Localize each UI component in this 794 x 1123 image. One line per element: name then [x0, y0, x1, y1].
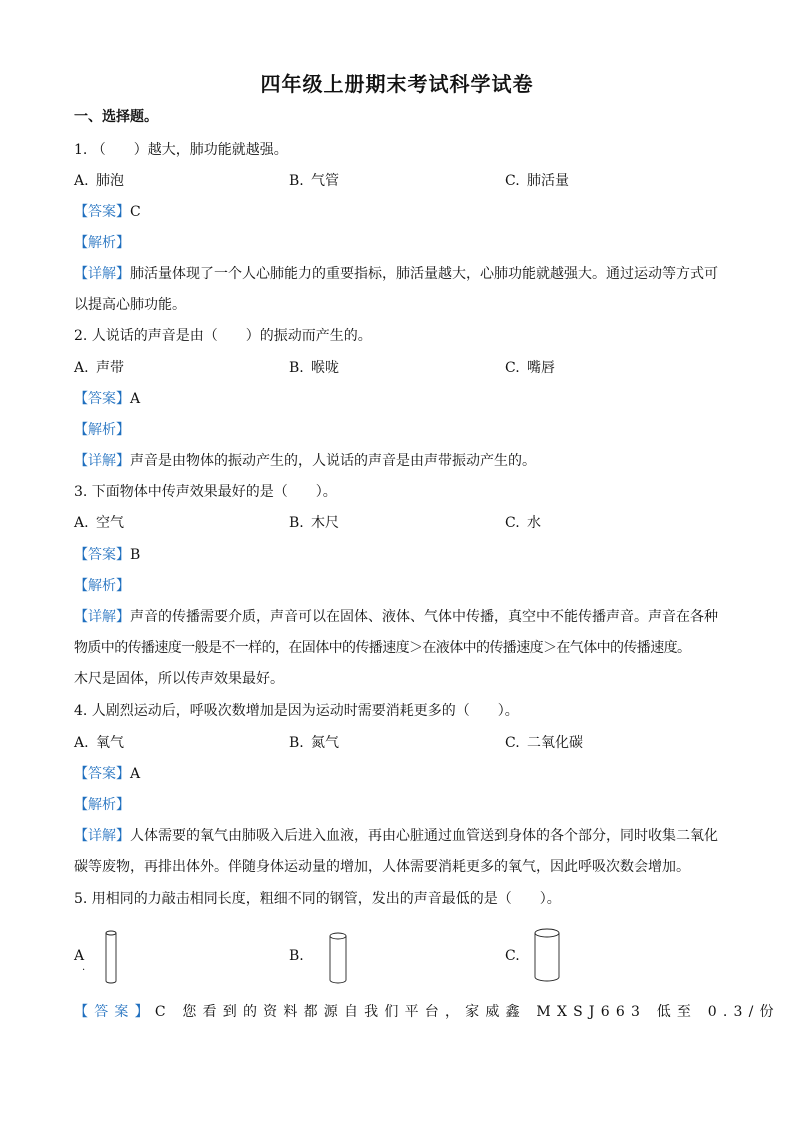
- option-text: 嘴唇: [527, 360, 555, 376]
- q3-detail-line-3: 木尺是固体，所以传声效果最好。: [74, 671, 284, 687]
- option-text: 气管: [311, 173, 339, 189]
- q4-detail-line-2: 碳等废物，再排出体外。伴随身体运动量的增加，人体需要消耗更多的氧气，因此呼吸次数会增加。: [74, 859, 690, 875]
- option-letter: C.: [505, 735, 520, 751]
- answer-tag: 【答案】: [74, 547, 130, 563]
- detail-tag: 【详解】: [74, 266, 130, 282]
- option-letter: A.: [74, 735, 89, 751]
- option-letter: A.: [74, 360, 89, 376]
- q2-option-c: [505, 358, 555, 378]
- option-letter: B.: [289, 948, 304, 964]
- answer-value: C: [130, 204, 141, 220]
- answer-tag: 【答案】: [74, 1004, 155, 1020]
- question-3-stem: 3. 下面物体中传声效果最好的是（ ）。: [74, 484, 337, 500]
- page-title: 四年级上册期末考试科学试卷: [260, 72, 534, 96]
- q4-analysis: [74, 795, 724, 815]
- q2-detail-line-1: [74, 451, 724, 471]
- q2-answer: [74, 389, 724, 409]
- q1-detail-line-1: [74, 264, 724, 284]
- option-letter: A.: [74, 173, 89, 189]
- q3-option-c: [505, 513, 541, 533]
- thick-steel-tube-icon: [533, 927, 561, 983]
- q1-option-a: [74, 171, 124, 191]
- option-text: 水: [527, 515, 541, 531]
- medium-steel-tube-icon: [328, 931, 348, 985]
- option-letter: C.: [505, 360, 520, 376]
- analysis-tag: 【解析】: [74, 235, 130, 251]
- option-letter: B.: [289, 173, 304, 189]
- question-1-stem: 1. （ ）越大，肺功能就越强。: [74, 142, 288, 158]
- option-text: 氮气: [311, 735, 339, 751]
- q3-analysis: [74, 576, 724, 596]
- q2-analysis: [74, 420, 724, 440]
- answer-tag: 【答案】: [74, 766, 130, 782]
- option-letter: C.: [505, 173, 520, 189]
- q3-option-a: [74, 513, 124, 533]
- q4-option-a: [74, 733, 124, 753]
- q4-option-b: [289, 733, 339, 753]
- option-text: 肺活量: [527, 173, 569, 189]
- option-text: 氧气: [96, 735, 124, 751]
- answer-value: C 您看到的资料都源自我们平台，家威鑫 MXSJ663 低至 0.3/份: [154, 1004, 780, 1020]
- q5-option-b: [289, 946, 304, 966]
- q2-option-a: [74, 358, 124, 378]
- detail-text: 人体需要的氧气由肺吸入后进入血液，再由心脏通过血管送到身体的各个部分，同时收集二氧化: [130, 828, 718, 844]
- detail-tag: 【详解】: [74, 828, 130, 844]
- analysis-tag: 【解析】: [74, 797, 130, 813]
- option-letter: C.: [505, 515, 520, 531]
- q3-detail-line-2: 物质中的传播速度一般是不一样的，在固体中的传播速度＞在液体中的传播速度＞在气体中的传播速度。: [74, 640, 691, 656]
- q3-option-b: [289, 513, 339, 533]
- option-letter: C.: [505, 948, 520, 964]
- q5-option-c: [505, 946, 520, 966]
- detail-text: 声音是由物体的振动产生的，人说话的声音是由声带振动产生的。: [130, 453, 536, 469]
- option-letter: B.: [289, 360, 304, 376]
- q1-option-b: [289, 171, 339, 191]
- answer-value: A: [130, 391, 141, 407]
- option-text: 肺泡: [96, 173, 124, 189]
- q1-analysis: [74, 233, 724, 253]
- answer-value: A: [130, 766, 141, 782]
- option-letter: B.: [289, 515, 304, 531]
- section-heading: 一、选择题。: [74, 109, 158, 125]
- q5-option-a-mark: .: [82, 962, 86, 973]
- question-5-stem: 5. 用相同的力敲击相同长度，粗细不同的钢管，发出的声音最低的是（ ）。: [74, 891, 561, 907]
- q2-option-b: [289, 358, 339, 378]
- option-text: 声带: [96, 360, 124, 376]
- option-text: 二氧化碳: [527, 735, 583, 751]
- q1-answer: [74, 202, 724, 222]
- question-2-stem: 2. 人说话的声音是由（ ）的振动而产生的。: [74, 328, 372, 344]
- q3-detail-line-1: [74, 607, 724, 627]
- analysis-tag: 【解析】: [74, 422, 130, 438]
- option-letter: B.: [289, 735, 304, 751]
- question-4-stem: 4. 人剧烈运动后，呼吸次数增加是因为运动时需要消耗更多的（ ）。: [74, 703, 519, 719]
- q3-answer: [74, 545, 724, 565]
- option-letter: A: [74, 948, 85, 964]
- option-letter: A.: [74, 515, 89, 531]
- q4-option-c: [505, 733, 583, 753]
- q4-answer: [74, 764, 724, 784]
- analysis-tag: 【解析】: [74, 578, 130, 594]
- q4-detail-line-1: [74, 826, 724, 846]
- answer-tag: 【答案】: [74, 204, 130, 220]
- option-text: 木尺: [311, 515, 339, 531]
- answer-tag: 【答案】: [74, 391, 130, 407]
- option-text: 空气: [96, 515, 124, 531]
- q1-option-c: [505, 171, 569, 191]
- thin-steel-tube-icon: [104, 929, 118, 985]
- detail-tag: 【详解】: [74, 609, 130, 625]
- detail-text: 声音的传播需要介质，声音可以在固体、液体、气体中传播，真空中不能传播声音。声音在各种: [130, 609, 718, 625]
- q1-detail-line-2: 以提高心肺功能。: [74, 297, 186, 313]
- option-text: 喉咙: [311, 360, 339, 376]
- detail-text: 肺活量体现了一个人心肺能力的重要指标，肺活量越大，心肺功能就越强大。通过运动等方式可: [130, 266, 718, 282]
- answer-value: B: [130, 547, 141, 563]
- q5-answer: [74, 1002, 780, 1022]
- detail-tag: 【详解】: [74, 453, 130, 469]
